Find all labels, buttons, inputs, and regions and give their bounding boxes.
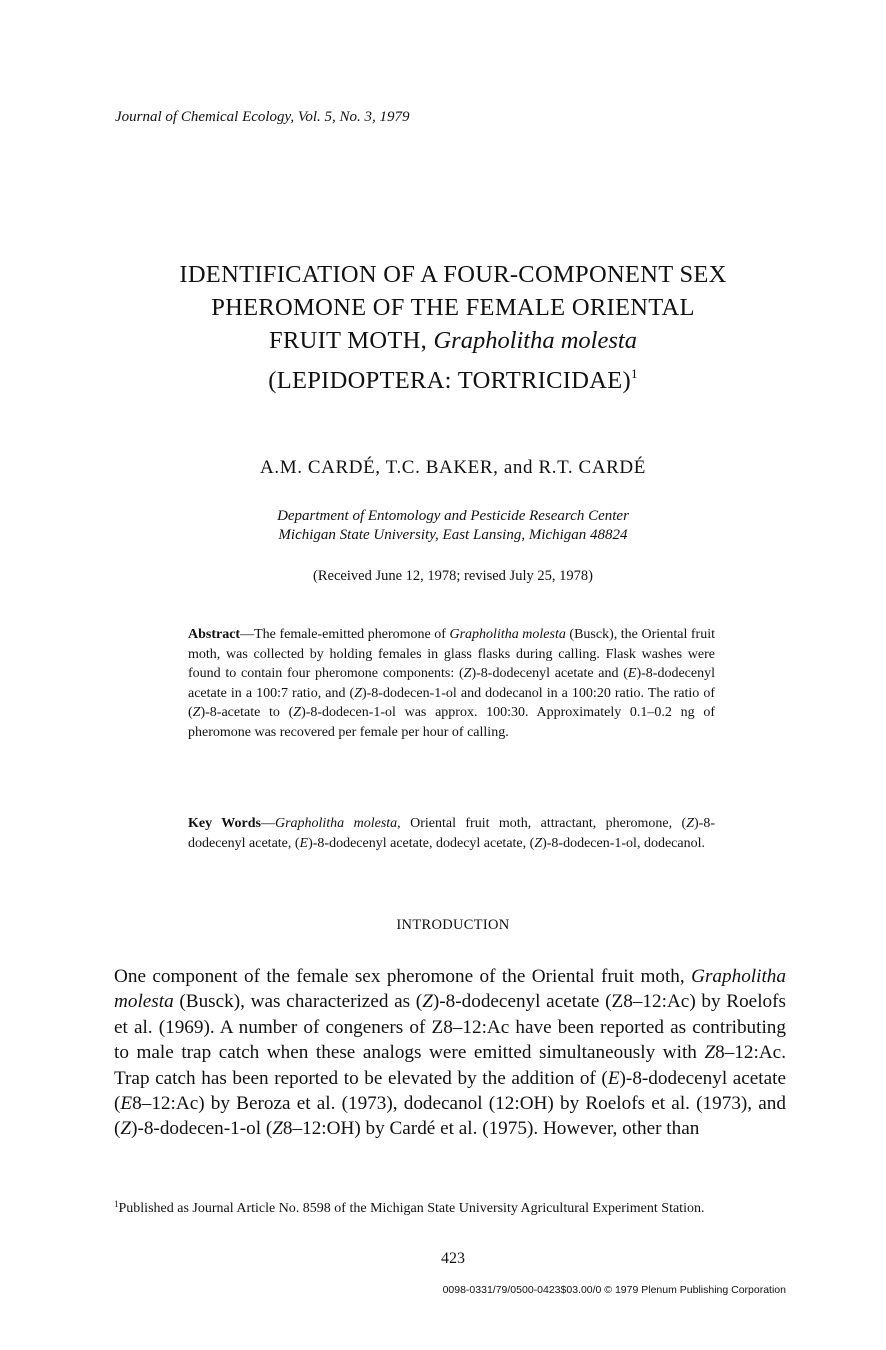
key-words-italic: Grapholitha molesta <box>274 816 398 831</box>
copyright-line: 0098-0331/79/0500-0423$03.00/0 © 1979 Plenum Publishing Corporation <box>442 1284 786 1296</box>
key-words-italic: Z <box>686 816 694 831</box>
body-italic: Z <box>120 1118 132 1140</box>
title-line-3-text: FRUIT MOTH, <box>269 327 434 354</box>
abstract-text: )-8-dodecenyl acetate and ( <box>471 666 628 681</box>
body-text: (Busck), was characterized as ( <box>173 991 423 1013</box>
body-italic: E <box>120 1093 133 1115</box>
title-footnote-mark: 1 <box>630 366 638 381</box>
abstract-italic: Z <box>192 705 201 720</box>
abstract-dash: — <box>240 627 255 642</box>
abstract-label: Abstract <box>188 627 241 642</box>
abstract-text: )-8-acetate to ( <box>200 705 294 720</box>
body-text: 8–12:OH) by Cardé et al. (1975). However, other than <box>282 1118 700 1140</box>
footnote-text: Published as Journal Article No. 8598 of the Michigan State University Agricultural Experiment Station. <box>118 1201 705 1216</box>
authors: A.M. CARDÉ, T.C. BAKER, and R.T. CARDÉ <box>260 457 646 478</box>
paper-title <box>100 258 806 397</box>
key-words-italic: E <box>299 835 309 851</box>
abstract-text: The female-emitted pheromone of <box>254 627 450 642</box>
body-text: 8–12:Ac. Trap catch has been reported to be elevated by the addition of ( <box>114 1042 786 1089</box>
abstract-italic: Z <box>463 666 472 681</box>
title-line-2: PHEROMONE OF THE FEMALE ORIENTAL <box>211 294 695 321</box>
key-words-italic: Z <box>534 835 543 851</box>
body-text: )-8-dodecenyl acetate ( <box>114 1067 787 1115</box>
title-line-4 <box>100 357 806 397</box>
footnote <box>114 1194 789 1219</box>
body-text: )-8-dodecen-1-ol ( <box>131 1118 273 1140</box>
abstract-italic: Z <box>354 685 362 701</box>
key-words-text: , Oriental fruit moth, attractant, pheromone, ( <box>397 816 687 831</box>
section-heading-introduction: INTRODUCTION <box>396 917 510 933</box>
affiliation-line-1: Department of Entomology and Pesticide Research Center <box>277 508 629 524</box>
abstract-text: )-8-dodecenyl acetate in a 100:7 ratio, and ( <box>188 666 715 701</box>
body-italic: Z <box>422 991 433 1013</box>
abstract-italic: Grapholitha molesta <box>449 627 566 642</box>
key-words-dash: — <box>260 816 275 831</box>
key-words-text: )-8-dodecenyl acetate, dodecyl acetate, ( <box>308 835 535 851</box>
body-text: )-8-dodecenyl acetate (Z8–12:Ac) by Roelofs et al. (1969). A number of congeners of Z8–12:Ac have been reported as contributing to male trap catch when these analogs were emitted simultaneously with <box>114 991 786 1064</box>
body-italic: Z <box>272 1118 283 1140</box>
title-line-4-text: (LEPIDOPTERA: TORTRICIDAE) <box>268 367 631 394</box>
journal-citation: Journal of Chemical Ecology, Vol. 5, No. 3, 1979 <box>115 109 410 125</box>
affiliation <box>100 507 806 545</box>
key-words <box>188 814 715 853</box>
abstract-text: )-8-dodecen-1-ol and dodecanol in a 100:20 ratio. The ratio of ( <box>188 685 715 720</box>
affiliation-line-2: Michigan State University, East Lansing, Michigan 48824 <box>278 527 628 543</box>
body-italic: E <box>607 1067 620 1089</box>
body-text: One component of the female sex pheromone of the Oriental fruit moth, <box>114 966 692 987</box>
abstract-italic: E <box>627 666 637 681</box>
body-text: 8–12:Ac) by Beroza et al. (1973), dodecanol (12:OH) by Roelofs et al. (1973), and ( <box>114 1093 786 1140</box>
footnote-mark: 1 <box>114 1199 119 1209</box>
body-italic: Grapholitha molesta <box>114 966 786 1013</box>
received-dates: (Received June 12, 1978; revised July 25, 1978) <box>313 568 593 584</box>
title-line-3 <box>100 324 806 357</box>
title-species-name: Grapholitha molesta <box>433 327 637 354</box>
abstract-text: (Busck), the Oriental fruit moth, was collected by holding females in glass flasks during calling. Flask washes were found to contain four pheromone components: ( <box>188 627 715 681</box>
title-line-1: IDENTIFICATION OF A FOUR-COMPONENT SEX <box>179 261 727 288</box>
abstract-italic: Z <box>293 705 302 720</box>
abstract <box>188 625 715 742</box>
abstract-text: )-8-dodecen-1-ol was approx. 100:30. Approximately 0.1–0.2 ng of pheromone was recovered per female per hour of calling. <box>188 705 716 740</box>
key-words-label: Key Words <box>188 816 261 831</box>
key-words-text: )-8-dodecenyl acetate, ( <box>188 816 715 851</box>
page-number: 423 <box>441 1250 465 1267</box>
key-words-text: )-8-dodecen-1-ol, dodecanol. <box>542 835 705 851</box>
body-italic: Z <box>704 1042 716 1064</box>
introduction-paragraph <box>114 964 786 1142</box>
